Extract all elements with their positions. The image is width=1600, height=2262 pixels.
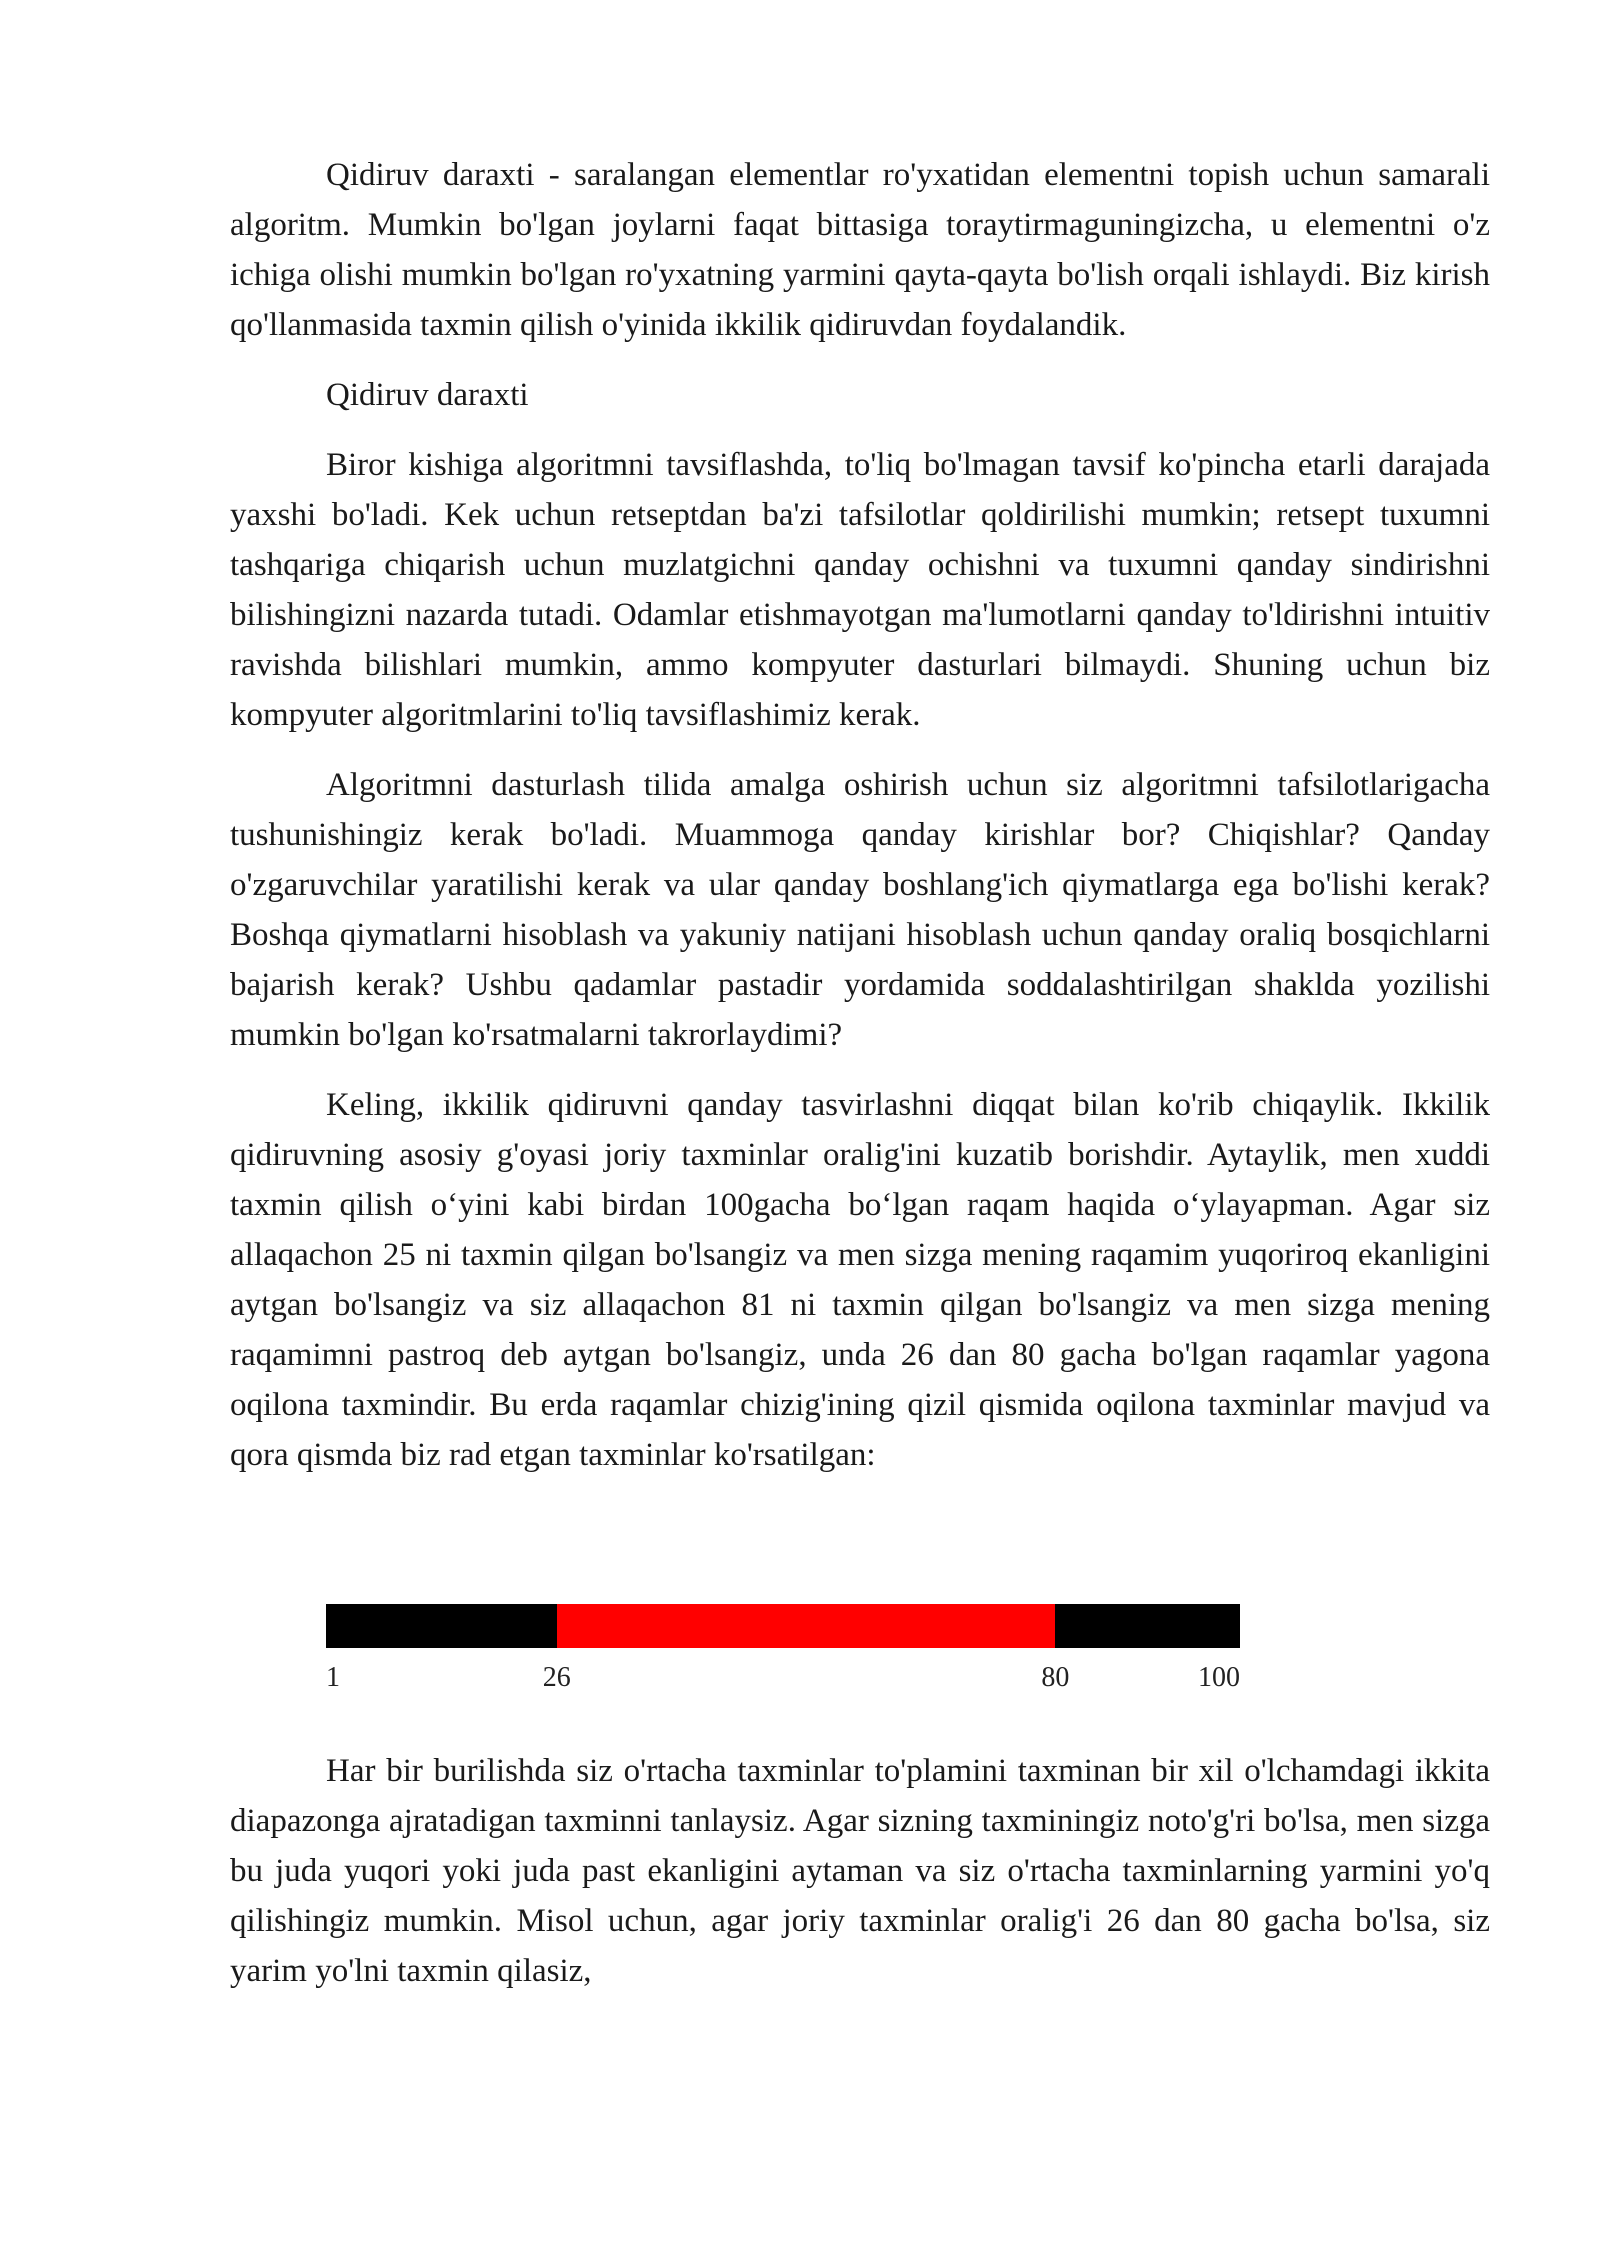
number-line [326, 1604, 1240, 1693]
tick-label-26: 26 [542, 1662, 571, 1693]
number-line-segment-rejected-low [326, 1604, 557, 1648]
number-line-segment-rejected-high [1055, 1604, 1240, 1648]
paragraph-binary-search: Keling, ikkilik qidiruvni qanday tasvirlashni diqqat bilan ko'rib chiqaylik. Ikkilik qidiruvning asosiy g'oyasi joriy taxminlar oralig'ini kuzatib borishdir. Aytaylik, men xuddi taxmin qilish o‘yini kabi birdan 100gacha bo‘lgan raqam haqida o‘ylayapman. Agar siz allaqachon 25 ni taxmin qilgan bo'lsangiz va men sizga mening raqamim yuqoriroq ekanligini aytgan bo'lsangiz va siz allaqachon 81 ni taxmin qilgan bo'lsangiz va men sizga mening raqamimni pastroq deb aytgan bo'lsangiz, unda 26 dan 80 gacha bo'lgan raqamlar yagona oqilona taxmindir. Bu erda raqamlar chizig'ining qizil qismida oqilona taxminlar mavjud va qora qismda biz rad etgan taxminlar ko'rsatilgan: [230, 1087, 1490, 1473]
document-page [230, 150, 1490, 2016]
number-line-segment-reasonable [557, 1604, 1056, 1648]
tick-label-1: 1 [326, 1662, 340, 1693]
number-line-figure [230, 1500, 1490, 1746]
paragraph-implementation: Algoritmni dasturlash tilida amalga oshirish uchun siz algoritmni tafsilotlarigacha tushunishingiz kerak bo'ladi. Muammoga qanday kirishlar bor? Chiqishlar? Qanday o'zgaruvchilar yaratilishi kerak va ular qanday boshlang'ich qiymatlarga ega bo'lishi kerak? Boshqa qiymatlarni hisoblash va yakuniy natijani hisoblash uchun qanday oraliq bosqichlarni bajarish kerak? Ushbu qadamlar pastadir yordamida soddalashtirilgan shaklda yozilishi mumkin bo'lgan ko'rsatmalarni takrorlaydimi? [230, 767, 1490, 1053]
tick-label-100: 100 [1198, 1662, 1240, 1693]
tick-label-80: 80 [1041, 1662, 1070, 1693]
section-heading: Qidiruv daraxti [326, 377, 529, 413]
paragraph-description: Biror kishiga algoritmni tavsiflashda, to'liq bo'lmagan tavsif ko'pincha etarli darajada yaxshi bo'ladi. Kek uchun retseptdan ba'zi tafsilotlar qoldirilishi mumkin; retsept tuxumni tashqariga chiqarish uchun muzlatgichni qanday ochishni va tuxumni qanday sindirishni bilishingizni nazarda tutadi. Odamlar etishmayotgan ma'lumotlarni qanday to'ldirishni intuitiv ravishda bilishlari mumkin, ammo kompyuter dasturlari bilmaydi. Shuning uchun biz kompyuter algoritmlarini to'liq tavsiflashimiz kerak. [230, 447, 1490, 733]
paragraph-halving: Har bir burilishda siz o'rtacha taxminlar to'plamini taxminan bir xil o'lchamdagi ikkita diapazonga ajratadigan taxminni tanlaysiz. Agar sizning taxminingiz noto'g'ri bo'lsa, men sizga bu juda yuqori yoki juda past ekanligini aytaman va siz o'rtacha taxminlarning yarmini yo'q qilishingiz mumkin. Misol uchun, agar joriy taxminlar oralig'i 26 dan 80 gacha bo'lsa, siz yarim yo'lni taxmin qilasiz, [230, 1753, 1490, 1989]
paragraph-intro: Qidiruv daraxti - saralangan elementlar ro'yxatidan elementni topish uchun samarali algoritm. Mumkin bo'lgan joylarni faqat bittasiga toraytirmaguningizcha, u elementni o'z ichiga olishi mumkin bo'lgan ro'yxatning yarmini qayta-qayta bo'lish orqali ishlaydi. Biz kirish qo'llanmasida taxmin qilish o'yinida ikkilik qidiruvdan foydalandik. [230, 157, 1490, 343]
